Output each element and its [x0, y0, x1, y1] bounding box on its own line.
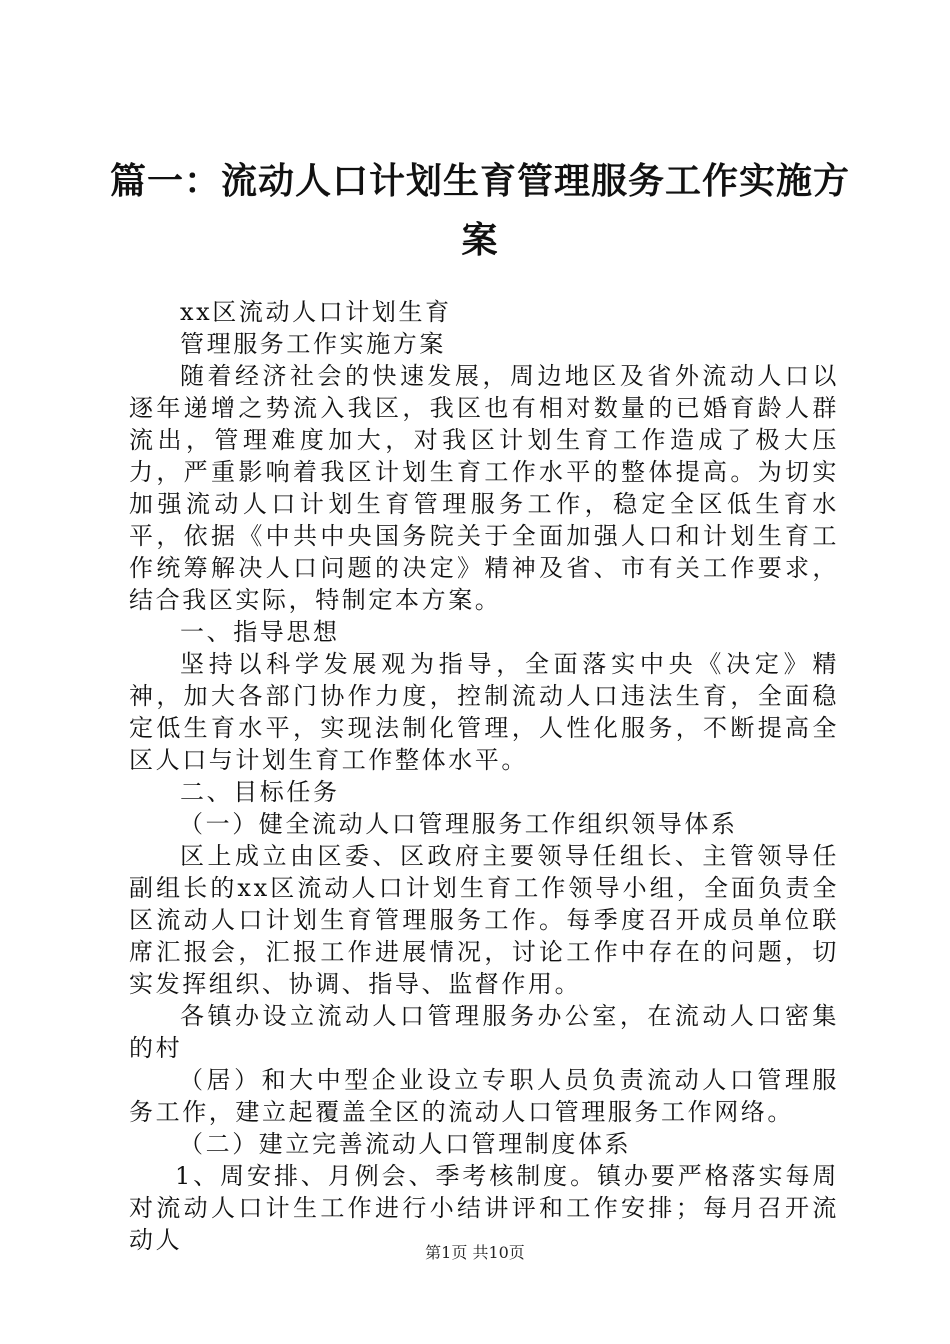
paragraph: 1、周安排、月例会、季考核制度。镇办要严格落实每周对流动人口计生工作进行小结讲评和工作安排；每月召开流动人 [129, 1162, 839, 1254]
paragraph: （居）和大中型企业设立专职人员负责流动人口管理服务工作，建立起覆盖全区的流动人口管理服务工作网络。 [129, 1066, 839, 1126]
paragraph: 管理服务工作实施方案 [180, 330, 446, 358]
paragraph: （一）健全流动人口管理服务工作组织领导体系 [179, 810, 738, 838]
paragraph: （二）建立完善流动人口管理制度体系 [179, 1130, 632, 1158]
paragraph: 一、指导思想 [180, 618, 340, 646]
paragraph: 区上成立由区委、区政府主要领导任组长、主管领导任副组长的xx区流动人口计划生育工作领导小组，全面负责全区流动人口计划生育管理服务工作。每季度召开成员单位联席汇报会，汇报工作进展情况，讨论工作中存在的问题，切实发挥组织、协调、指导、监督作用。 [129, 842, 839, 998]
paragraph: 各镇办设立流动人口管理服务办公室，在流动人口密集的村 [129, 1002, 839, 1062]
page-footer: 第1页 共10页 [425, 1243, 525, 1262]
paragraph: 坚持以科学发展观为指导，全面落实中央《决定》精神，加大各部门协作力度，控制流动人口违法生育，全面稳定低生育水平，实现法制化管理，人性化服务，不断提高全区人口与计划生育工作整体水平。 [129, 650, 839, 774]
document-title: 篇一：流动人口计划生育管理服务工作实施方案 [110, 160, 851, 261]
document-body [129, 296, 839, 1256]
paragraph: 二、目标任务 [180, 778, 340, 806]
paragraph: xx区流动人口计划生育 [180, 298, 452, 326]
paragraph: 随着经济社会的快速发展，周边地区及省外流动人口以逐年递增之势流入我区，我区也有相对数量的已婚育龄人群流出，管理难度加大，对我区计划生育工作造成了极大压力，严重影响着我区计划生育工作水平的整体提高。为切实加强流动人口计划生育管理服务工作，稳定全区低生育水平，依据《中共中央国务院关于全面加强人口和计划生育工作统筹解决人口问题的决定》精神及省、市有关工作要求，结合我区实际，特制定本方案。 [129, 362, 839, 614]
